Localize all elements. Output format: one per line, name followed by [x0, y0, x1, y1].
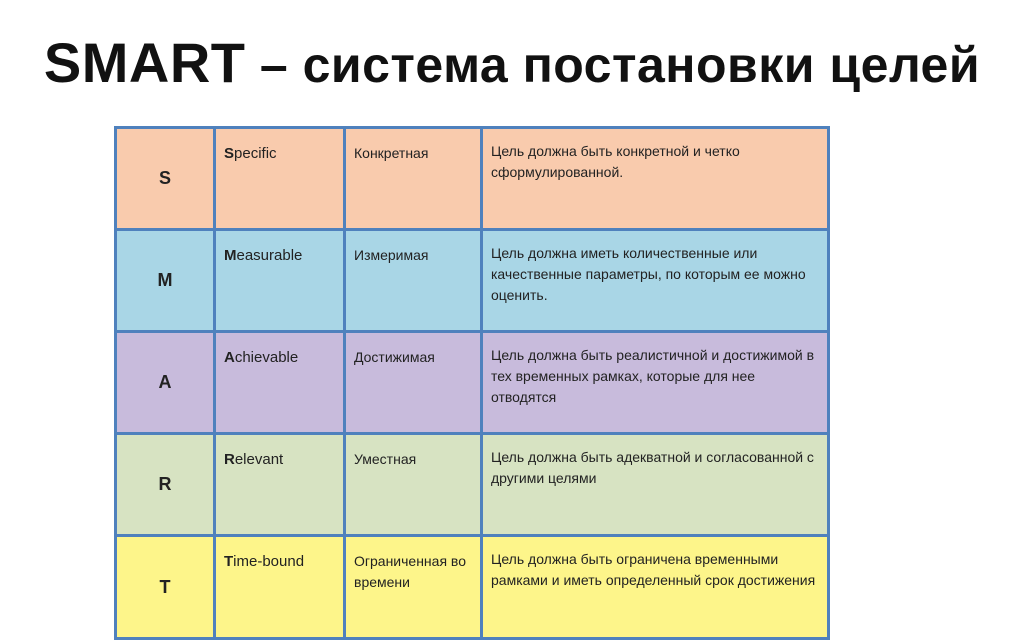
title-smart: SMART: [43, 31, 246, 94]
table-row-m: [116, 230, 829, 332]
table-row-t: [116, 536, 829, 639]
table-row-s: [116, 128, 829, 230]
smart-table: [114, 126, 830, 640]
english-term-initial: S: [224, 145, 235, 162]
russian-term-cell: Ограниченная во времени: [345, 536, 482, 639]
letter-cell: A: [116, 332, 215, 434]
description-cell: Цель должна быть адекватной и согласованной с другими целями: [482, 434, 829, 536]
description-cell: Цель должна быть реалистичной и достижимой в тех временных рамках, которые для нее отводятся: [482, 332, 829, 434]
description-cell: Цель должна быть ограничена временными рамками и иметь определенный срок достижения: [482, 536, 829, 639]
english-term-cell: [215, 434, 345, 536]
english-term-initial: M: [224, 247, 237, 264]
letter-cell: S: [116, 128, 215, 230]
english-term-rest: pecific: [234, 145, 277, 162]
description-cell: Цель должна иметь количественные или качественные параметры, по которым ее можно оценить.: [482, 230, 829, 332]
english-term-initial: R: [224, 451, 235, 468]
russian-term-cell: Уместная: [345, 434, 482, 536]
english-term-initial: T: [224, 553, 234, 570]
english-term-rest: ime-bound: [233, 553, 305, 570]
english-term-rest: easurable: [236, 247, 303, 264]
letter-cell: R: [116, 434, 215, 536]
english-term-cell: [215, 128, 345, 230]
russian-term-cell: Достижимая: [345, 332, 482, 434]
letter-cell: T: [116, 536, 215, 639]
russian-term-cell: Конкретная: [345, 128, 482, 230]
table-row-a: [116, 332, 829, 434]
english-term-cell: [215, 536, 345, 639]
russian-term-cell: Измеримая: [345, 230, 482, 332]
english-term-rest: chievable: [234, 349, 299, 366]
english-term-rest: elevant: [234, 451, 284, 468]
english-term-cell: [215, 332, 345, 434]
letter-cell: M: [116, 230, 215, 332]
english-term-cell: [215, 230, 345, 332]
slide-title: [0, 30, 1024, 95]
title-subtitle: – система постановки целей: [245, 37, 981, 93]
table-row-r: [116, 434, 829, 536]
english-term-initial: A: [224, 349, 235, 366]
description-cell: Цель должна быть конкретной и четко сформулированной.: [482, 128, 829, 230]
